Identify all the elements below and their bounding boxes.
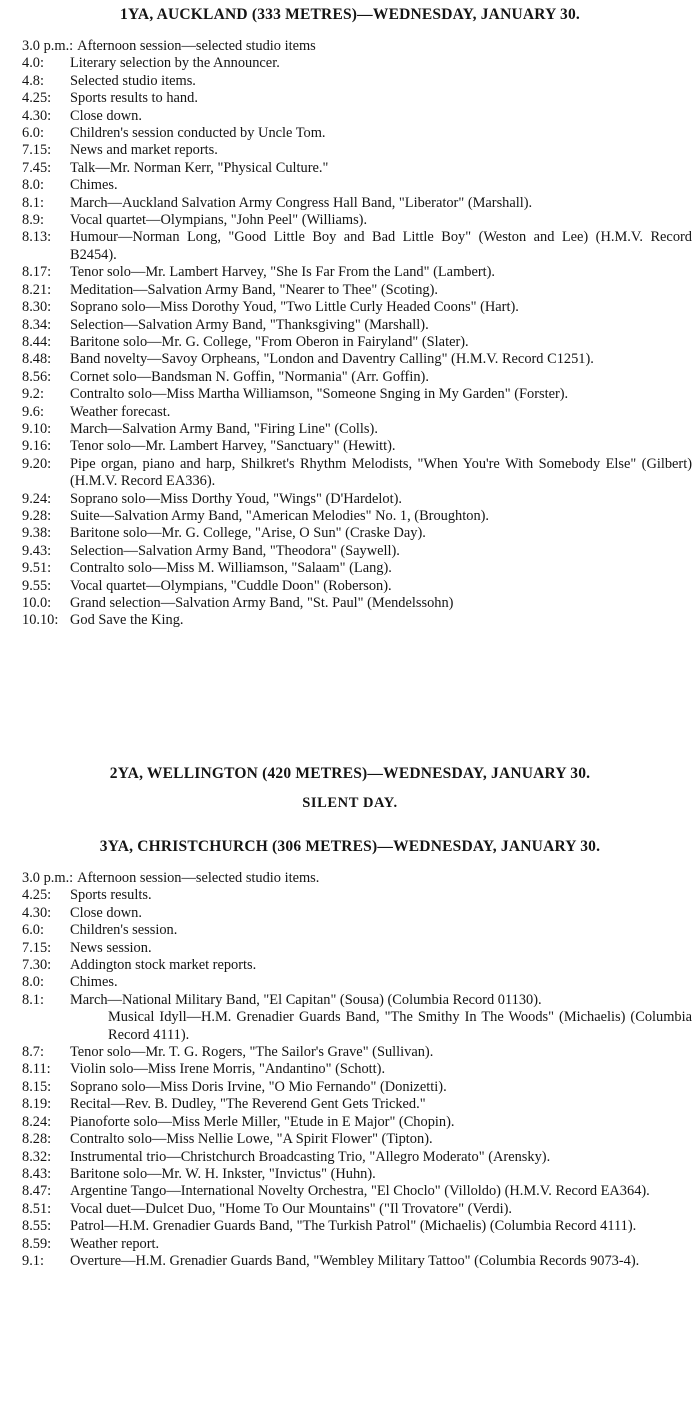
programme-time: 3.0 p.m.: <box>22 38 74 54</box>
programme-description: Chimes. <box>70 177 118 194</box>
programme-item <box>0 334 700 351</box>
programme-time: 9.6: <box>22 403 44 420</box>
programme-description: Soprano solo—Miss Doris Irvine, "O Mio Fernando" (Donizetti). <box>70 1078 447 1095</box>
programme-description: Literary selection by the Announcer. <box>70 55 280 72</box>
programme-time: 9.24: <box>22 490 52 507</box>
programme-time: 8.24: <box>22 1113 52 1130</box>
programme-time: 7.30: <box>22 957 52 974</box>
christchurch-programme-list <box>0 870 700 1270</box>
programme-description: March—Auckland Salvation Army Congress Hall Band, "Liberator" (Marshall). <box>70 194 533 211</box>
programme-description: Violin solo—Miss Irene Morris, "Andantino" (Schott). <box>70 1061 386 1078</box>
programme-item <box>0 1183 700 1200</box>
programme-item <box>0 1253 700 1270</box>
programme-item <box>0 1061 700 1078</box>
programme-item <box>0 195 700 212</box>
programme-item <box>0 317 700 334</box>
programme-time: 9.28: <box>22 507 52 524</box>
programme-time: 8.48: <box>22 351 52 368</box>
programme-time: 4.8: <box>22 72 44 89</box>
programme-description: Overture—H.M. Grenadier Guards Band, "Wembley Military Tattoo" (Columbia Records 9073-4). <box>70 1252 640 1269</box>
programme-description: Grand selection—Salvation Army Band, "St. Paul" (Mendelssohn) <box>70 595 454 611</box>
programme-item <box>0 1236 700 1253</box>
programme-description: Soprano solo—Miss Dorthy Youd, "Wings" (D'Hardelot). <box>70 490 402 507</box>
programme-item <box>0 38 700 55</box>
programme-description: Children's session conducted by Uncle Tom. <box>70 125 326 142</box>
programme-time: 8.34: <box>22 316 52 333</box>
programme-item <box>0 1044 700 1061</box>
programme-item <box>0 543 700 560</box>
programme-description: Vocal quartet—Olympians, "John Peel" (Williams). <box>70 212 368 229</box>
programme-description: Baritone solo—Mr. G. College, "Arise, O Sun" (Craske Day). <box>70 525 426 542</box>
programme-description: Contralto solo—Miss Martha Williamson, "Someone Snging in My Garden" (Forster). <box>70 386 569 403</box>
programme-item <box>0 229 700 264</box>
programme-time: 7.15: <box>22 939 52 956</box>
programme-description: Tenor solo—Mr. T. G. Rogers, "The Sailor's Grave" (Sullivan). <box>70 1044 434 1061</box>
programme-item <box>0 299 700 316</box>
programme-description: News and market reports. <box>70 142 218 159</box>
programme-item <box>0 177 700 194</box>
programme-time: 8.17: <box>22 264 52 281</box>
programme-time: 8.56: <box>22 368 52 385</box>
programme-item <box>0 508 700 525</box>
programme-item <box>0 73 700 90</box>
programme-item <box>0 456 700 491</box>
programme-item <box>0 560 700 577</box>
programme-description: Close down. <box>70 904 142 921</box>
programme-item <box>0 1114 700 1131</box>
programme-time: 8.0: <box>22 974 44 991</box>
programme-item <box>0 108 700 125</box>
programme-item <box>0 55 700 72</box>
programme-item <box>0 212 700 229</box>
programme-description: Sports results. <box>70 887 152 904</box>
programme-description: Weather forecast. <box>70 403 171 420</box>
programme-item <box>0 282 700 299</box>
programme-time: 9.43: <box>22 542 52 559</box>
programme-time: 4.25: <box>22 887 52 904</box>
programme-description: Talk—Mr. Norman Kerr, "Physical Culture." <box>70 159 329 176</box>
programme-time: 9.20: <box>22 455 52 472</box>
programme-description: Contralto solo—Miss M. Williamson, "Salaam" (Lang). <box>70 560 392 577</box>
programme-time: 3.0 p.m.: <box>22 870 74 886</box>
programme-time: 9.16: <box>22 438 52 455</box>
programme-description: Pipe organ, piano and harp, Shilkret's Rhythm Melodists, "When You're With Somebody Else" (Gilbert) (H.M.V. Record EA336). <box>70 455 692 490</box>
programme-description: Vocal duet—Dulcet Duo, "Home To Our Mountains" ("Il Trovatore" (Verdi). <box>70 1200 513 1217</box>
programme-time: 8.43: <box>22 1165 52 1182</box>
programme-description: Tenor solo—Mr. Lambert Harvey, "She Is Far From the Land" (Lambert). <box>70 264 496 281</box>
programme-item <box>0 974 700 991</box>
programme-description: Argentine Tango—International Novelty Orchestra, "El Choclo" (Villoldo) (H.M.V. Record EA364). <box>70 1183 650 1200</box>
programme-description: Instrumental trio—Christchurch Broadcasting Trio, "Allegro Moderato" (Arensky). <box>70 1148 551 1165</box>
programme-description: Selection—Salvation Army Band, "Thanksgiving" (Marshall). <box>70 316 429 333</box>
programme-time: 8.55: <box>22 1218 52 1235</box>
programme-time: 8.21: <box>22 281 52 298</box>
programme-item <box>0 1201 700 1218</box>
auckland-section <box>0 6 700 630</box>
programme-item <box>0 125 700 142</box>
auckland-heading: 1YA, AUCKLAND (333 METRES)—WEDNESDAY, JANUARY 30. <box>120 6 580 23</box>
programme-time: 8.11: <box>22 1061 51 1078</box>
programme-description: Recital—Rev. B. Dudley, "The Reverend Gent Gets Tricked." <box>70 1096 426 1113</box>
programme-description: Tenor solo—Mr. Lambert Harvey, "Sanctuary" (Hewitt). <box>70 438 396 455</box>
programme-description: God Save the King. <box>70 612 184 629</box>
programme-description: Close down. <box>70 107 142 124</box>
programme-description: Chimes. <box>70 974 118 991</box>
programme-description: Baritone solo—Mr. G. College, "From Oberon in Fairyland" (Slater). <box>70 333 469 350</box>
programme-item <box>0 160 700 177</box>
programme-description: Afternoon session—selected studio items. <box>77 870 320 886</box>
programme-time: 8.30: <box>22 299 52 316</box>
programme-time: 8.44: <box>22 333 52 350</box>
programme-description: News session. <box>70 939 152 956</box>
programme-time: 8.9: <box>22 212 44 229</box>
programme-time: 4.25: <box>22 90 52 107</box>
programme-time: 9.55: <box>22 577 52 594</box>
programme-description: March—National Military Band, "El Capitan" (Sousa) (Columbia Record 01130). <box>70 991 542 1008</box>
silent-day-note: SILENT DAY. <box>302 795 398 811</box>
programme-time: 8.59: <box>22 1235 52 1252</box>
programme-item <box>0 992 700 1009</box>
programme-item <box>0 905 700 922</box>
christchurch-section <box>0 838 700 1270</box>
programme-item <box>0 142 700 159</box>
programme-description: Afternoon session—selected studio items <box>77 38 316 54</box>
programme-description: Pianoforte solo—Miss Merle Miller, "Etude in E Major" (Chopin). <box>70 1113 455 1130</box>
programme-description: Musical Idyll—H.M. Grenadier Guards Band, "The Smithy In The Woods" (Michaelis) (Columbia Record 4111). <box>108 1009 692 1043</box>
programme-time: 9.1: <box>22 1252 44 1269</box>
programme-item <box>0 1149 700 1166</box>
programme-time: 4.30: <box>22 904 52 921</box>
programme-time: 9.38: <box>22 525 52 542</box>
programme-time: 8.28: <box>22 1131 52 1148</box>
programme-item <box>0 1166 700 1183</box>
programme-time: 7.45: <box>22 159 52 176</box>
programme-item <box>0 578 700 595</box>
programme-time: 8.1: <box>22 991 44 1008</box>
programme-time: 8.51: <box>22 1200 52 1217</box>
programme-item <box>0 922 700 939</box>
programme-item <box>0 491 700 508</box>
programme-item <box>0 595 700 612</box>
programme-item <box>0 369 700 386</box>
programme-item <box>0 870 700 887</box>
programme-time: 8.47: <box>22 1183 52 1200</box>
programme-item <box>0 1131 700 1148</box>
programme-description: Band novelty—Savoy Orpheans, "London and Daventry Calling" (H.M.V. Record C1251). <box>70 351 594 368</box>
programme-time: 4.0: <box>22 55 44 72</box>
programme-description: March—Salvation Army Band, "Firing Line" (Colls). <box>70 420 378 437</box>
programme-description: Weather report. <box>70 1235 160 1252</box>
programme-time: 8.0: <box>22 177 44 194</box>
programme-description: Selection—Salvation Army Band, "Theodora" (Saywell). <box>70 542 400 559</box>
wellington-heading: 2YA, WELLINGTON (420 METRES)—WEDNESDAY, JANUARY 30. <box>109 765 591 782</box>
programme-time: 10.0: <box>22 595 52 611</box>
programme-time: 7.15: <box>22 142 52 159</box>
programme-description: Meditation—Salvation Army Band, "Nearer to Thee" (Scoting). <box>70 281 438 298</box>
programme-description: Sports results to hand. <box>70 90 198 107</box>
programme-item <box>0 351 700 368</box>
programme-time: 9.10: <box>22 420 52 437</box>
programme-description: Selected studio items. <box>70 72 196 89</box>
programme-time: 6.0: <box>22 125 44 142</box>
programme-item <box>0 386 700 403</box>
programme-item <box>0 612 700 629</box>
programme-description: Cornet solo—Bandsman N. Goffin, "Normania" (Arr. Goffin). <box>70 368 429 385</box>
programme-time: 9.2: <box>22 386 44 403</box>
christchurch-heading: 3YA, CHRISTCHURCH (306 METRES)—WEDNESDAY, JANUARY 30. <box>99 838 601 855</box>
programme-description: Contralto solo—Miss Nellie Lowe, "A Spirit Flower" (Tipton). <box>70 1131 433 1148</box>
programme-item <box>0 887 700 904</box>
programme-description: Patrol—H.M. Grenadier Guards Band, "The Turkish Patrol" (Michaelis) (Columbia Record 4111). <box>70 1218 637 1235</box>
programme-time: 4.30: <box>22 107 52 124</box>
programme-time: 8.13: <box>22 229 52 246</box>
programme-item <box>0 90 700 107</box>
auckland-programme-list <box>0 38 700 630</box>
programme-item <box>0 525 700 542</box>
programme-description: Soprano solo—Miss Dorothy Youd, "Two Little Curly Headed Coons" (Hart). <box>70 299 519 316</box>
programme-time: 9.51: <box>22 560 52 577</box>
programme-time: 8.15: <box>22 1078 52 1095</box>
programme-description: Baritone solo—Mr. W. H. Inkster, "Invictus" (Huhn). <box>70 1165 376 1182</box>
programme-item <box>0 1096 700 1113</box>
programme-time: 6.0: <box>22 922 44 939</box>
programme-item <box>0 421 700 438</box>
programme-time: 10.10: <box>22 612 59 629</box>
programme-item <box>0 1218 700 1235</box>
wellington-section <box>0 765 700 812</box>
programme-item <box>0 1009 700 1044</box>
programme-item <box>0 438 700 455</box>
programme-description: Vocal quartet—Olympians, "Cuddle Doon" (Roberson). <box>70 577 392 594</box>
programme-item <box>0 940 700 957</box>
programme-time: 8.1: <box>22 194 44 211</box>
programme-item <box>0 404 700 421</box>
programme-time: 8.7: <box>22 1044 44 1061</box>
programme-description: Suite—Salvation Army Band, "American Melodies" No. 1, (Broughton). <box>70 507 490 524</box>
programme-item <box>0 264 700 281</box>
programme-description: Addington stock market reports. <box>70 957 257 974</box>
programme-item <box>0 957 700 974</box>
programme-description: Children's session. <box>70 922 178 939</box>
programme-item <box>0 1079 700 1096</box>
programme-time: 8.19: <box>22 1096 52 1113</box>
programme-time: 8.32: <box>22 1148 52 1165</box>
programme-description: Humour—Norman Long, "Good Little Boy and Bad Little Boy" (Weston and Lee) (H.M.V. Record B2454). <box>70 229 692 263</box>
